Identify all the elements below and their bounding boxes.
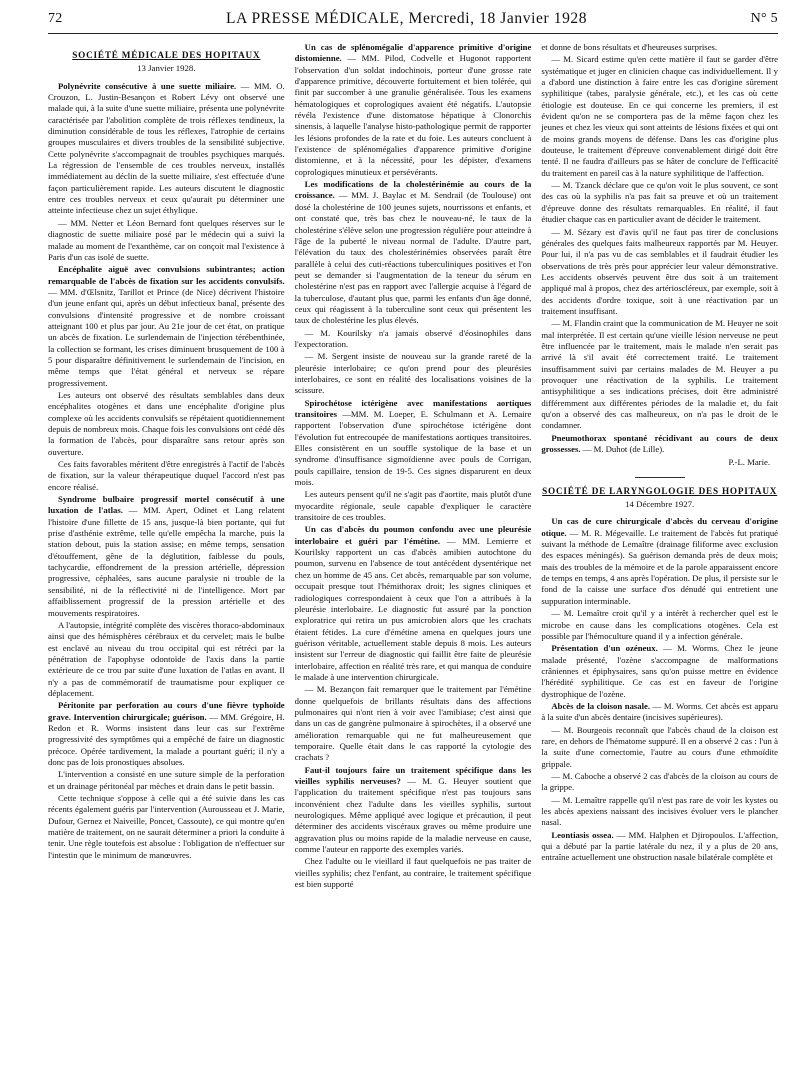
section-title: Leontiasis ossea. xyxy=(551,829,614,840)
section-paragraph: — M. Bezançon fait remarquer que le traitement par l'émétine donne quelquefois de brillants résultats dans des affections pulmonaires qui n'ont rien à voir avec l'amibiase; c'est ainsi que dans un cas de gangrène pulmonaire à spirochètes, il a observé une amélioration remarquable qui ne fut malheureusement que temporaire. Quelle était dans le cas rapporté la cytologie des crachats ? xyxy=(294,684,532,763)
section-title: Polynévrite consécutive à une suette miliaire. xyxy=(58,80,237,91)
section-paragraph: — M. Caboche a observé 2 cas d'abcès de la cloison au cours de la grippe. xyxy=(541,770,779,793)
header-rule xyxy=(48,33,778,34)
section-text: — M. Worms. Chez le jeune malade présenté, l'ozène s'accompagne de malformations crâniennes et épiphysaires, sans qu'on puisse mettre en évidence l'hérédité syphilitique. Ce cas est en faveur de l'origine dystrophique de l'ozène. xyxy=(541,643,779,699)
society-heading: SOCIÉTÉ MÉDICALE DES HOPITAUX xyxy=(72,50,261,60)
section-title: Péritonite par perforation au cours d'une fièvre typhoïde grave. Intervention chirurgicale; guérison. xyxy=(48,700,285,722)
section-title: Présentation d'un ozéneux. xyxy=(551,643,658,654)
continued-paragraph: — M. Sézary est d'avis qu'il ne faut pas tirer de conclusions générales des quelques faits malheureux rapportés par M. Heuyer. Pour lui, il n'a pas vu de cas semblables et il faudrait étudier les observations de très près pour apprécier leur valeur démonstrative. Les accidents observés peuvent être dus soit à un traitement appliqué mal à propos, chez des artérioscléreux, par exemple, soit à des accidents d'ordre toxique, soit à une réactivation par un traitement insuffisant. xyxy=(541,226,779,316)
section-first-paragraph xyxy=(295,524,532,683)
section-first-paragraph xyxy=(48,494,285,619)
section-paragraph: Les auteurs ont observé des résultats semblables dans deux encéphalites otogènes et dans une encéphalite d'origine plus complexe où les accidents convulsifs se répétaient quotidiennement depuis de nombreux mois. Chaque fois les convulsions ont cédé dès la formation de l'abcès, pour disparaître sans retour après son ouverture. xyxy=(48,389,285,457)
section-first-paragraph xyxy=(541,830,778,864)
section-first-paragraph xyxy=(48,264,285,389)
section-title: Encéphalite aiguë avec convulsions subintrantes; action remarquable de l'abcès de fixation sur les accidents convulsifs. xyxy=(48,264,285,286)
column-3 xyxy=(541,42,778,1078)
section-first-paragraph xyxy=(295,42,532,178)
section-paragraph: A l'autopsie, intégrité complète des viscères thoraco-abdominaux ainsi que des hémisphères cérébraux et du cervelet; mais le bulbe est enclavé au niveau du trou occipital qui est rétréci par la pénétration de l'apophyse odontoïde de l'axis dans la partie extérieure de ce trou par suite d'une luxation de l'atlas en avant. Il n'y a pas de commémoratif de traumatisme pour expliquer ce déplacement. xyxy=(48,619,285,698)
section-paragraph: Ces faits favorables méritent d'être enregistrés à l'actif de l'abcès de fixation, sur la valeur thérapeutique duquel l'accord n'est pas encore réalisé. xyxy=(48,459,285,492)
section-first-paragraph xyxy=(541,701,778,724)
section-title: Les modifications de la cholestérinémie au cours de la croissance. xyxy=(294,179,532,201)
section-text: — MM. Lemierre et Kourilsky rapportent un cas d'abcès amibien autochtone du poumon, survenu en l'absence de tout antécédent dysentérique net chez un homme de 45 ans. Cet abcès, remarquable par son volume, occupait presque tout l'hémithorax droit; les signes cliniques et radiologiques correspondaient à ceux que l'on a attribués à la pleurésie interlobaire. Le diagnostic fut assuré par la ponction exploratrice qui retira un pus amicrobien alors que les crachats étaient fétides. La cure d'émétine amena en quelques jours une guérison véritable, actuellement stable depuis 8 mois. Les auteurs insistent sur l'erreur de diagnostic qui faillit être faite de pleurésie interlobaire, affection en réalité très rare, et qui manqua de conduire le malade à une intervention chirurgicale. xyxy=(294,535,532,682)
section-first-paragraph xyxy=(541,516,778,607)
section-paragraph: — M. Bourgeois reconnaît que l'abcès chaud de la cloison est rare, en dehors de l'hématome suppuré. Il en a observé 2 cas : l'un à la suite d'une cornectomie, l'autre au cours d'une ethmoïdite grippale. xyxy=(541,724,779,769)
section-text: — M. R. Mégevaille. Le traitement de l'abcès fut pratiqué suivant la méthode de Lemaître (drainage filiforme avec exclusion des espaces méningés). Sa guérison demanda près de deux mois; mais des troubles de la mémoire et de la parole apparaissent encore de temps en temps, 4 ans après l'opération. De plus, il persiste sur le fond de la caisse une surface d'os dénudé qui entretient une suppuration interminable. xyxy=(541,527,779,606)
session-date: 14 Décembre 1927. xyxy=(625,499,695,510)
section-first-paragraph xyxy=(295,398,532,489)
section-text: — M. G. Heuyer soutient que l'application du traitement spécifique n'est pas toujours sans inconvénient chez l'adulte dans les vieilles syphilis, surtout neurologiques. Même appliqué avec logique et précaution, il peut déterminer des accidents viscéraux graves ou même produire une aggravation plus ou moins rapide de la maladie nerveuse en cause, comme l'auteur en rapporte des exemples variés. xyxy=(294,776,532,855)
section-text: —MM. M. Loeper, E. Schulmann et A. Lemaire rapportent l'observation d'une spirochétose ictérigène dont l'évolution fut entrecoupée de manifestations aortiques transitoires. Elles consistèrent en un souffle systolique de la base et un syndrome d'insuffisance sigmoïdienne avec pouls de Corrigan, pouls capillaire, tension de 19-5. Ces signes disparurent en deux mois. xyxy=(294,409,532,488)
session-date: 13 Janvier 1928. xyxy=(137,63,196,74)
section-paragraph: — M. Lemaître croit qu'il y a intérêt à rechercher quel est le microbe en cause dans les complications otogènes. Cela est possible par l'hémoculture quand il y a infection générale. xyxy=(541,608,779,641)
continued-paragraph: — M. Flandin craint que la communication de M. Heuyer ne soit mal interprétée. Il est certain qu'une vieille lésion nerveuse ne peut être influencée par le traitement, mais le malade n'en serait pas arrivé là s'il avait été correctement traité. Le traitement insuffisamment suivi par certains malades de M. Heuyer a pu provoquer une réactivation de la syphilis. Le traitement antisyphilitique a ses indications précises, doit être administré différemment aux différentes périodes de la maladie et, du fait qu'on a observé des cas malheureux, on n'a pas le droit de le condamner. xyxy=(541,318,779,431)
section-paragraph: — M. Sergent insiste de nouveau sur la grande rareté de la pleurésie interlobaire; ce qu'on prend pour des pleurésies interlobaires, ce sont en réalité des localisations voisines de la scissure. xyxy=(294,351,532,396)
section-title: Faut-il toujours faire un traitement spécifique dans les vieilles syphilis nerveuses? xyxy=(294,764,532,786)
section-first-paragraph xyxy=(541,433,778,456)
section-paragraph: — MM. Netter et Léon Bernard font quelques réserves sur le diagnostic de suette miliaire posé par le médecin qui a suivi la malade au moment de l'exanthème, car on conçoit mal l'existence à Paris d'un cas isolé de suette. xyxy=(48,217,285,262)
article-columns xyxy=(48,42,778,1078)
column-2 xyxy=(295,42,532,1078)
section-text: — MM. J. Baylac et M. Sendrail (de Toulouse) ont dosé la cholestérine de 100 jeunes sujets, nourrissons et enfants, et ont constaté que, très bas chez le nouveau-né, le taux de la cholestérine s'élève selon une progression régulière pour atteindre à l'âge de la puberté le niveau normal de l'adulte. D'autre part, l'élévation du taux des cholestérinémies observées paraît être parallèle à celui des cuti-réactions tuberculiniques positives et l'on peut se demander si l'augmentation de la teneur du sérum en cholestérine n'est pas en rapport avec l'allergie acquise à l'égard de la tuberculose, d'autant plus que, parmi les enfants d'un âge donné, ceux qui réagissent à la tuberculine sont ceux qui présentent les taux de cholestérine les plus élevés. xyxy=(294,190,532,326)
section-text: — MM. d'Œlsnitz, Tarillot et Prince (de Nice) décrivent l'histoire d'un jeune enfant qui, après un début infectieux banal, présente des convulsions d'intensité progressive et de nombre croissant atteignant 100 et plus par jour. Au 21e jour de cet état, on pratique un abcès de fixation. Le surlendemain de l'injection térébenthinée, la collection se formant, les crises diminuent brusquement de 100 à 5 pour disparaître définitivement le surlendemain de l'incision, en même temps que l'état général et nerveux se répare progressivement. xyxy=(48,286,285,388)
section-first-paragraph xyxy=(48,700,285,768)
section-title: Un cas de splénomégalie d'apparence primitive d'origine distomienne. xyxy=(294,42,532,64)
section-paragraph: Cette technique s'oppose à celle qui a été suivie dans les cas récents également guéris par l'intervention (Aurousseau et J. Marie, Dufour, Gernez et Naiveille, Poncet, Cassoute), ce qui montre qu'en matière de traitement, on ne saurait déterminer a priori la conduite à tenir. Une règle toutefois est absolue : l'obligation de n'effectuer sur l'intestin que le minimum de manœuvres. xyxy=(48,793,285,860)
section-title: Pneumothorax spontané récidivant au cours de deux grossesses. xyxy=(541,432,779,455)
section-paragraph: Chez l'adulte ou le vieillard il faut quelquefois ne pas traiter de vieilles syphilis; chez l'enfant, au contraire, le traitement spécifique est bien supporté xyxy=(294,856,532,890)
section-text: — MM. Halphen et Djiropoulos. L'affection, qui a débuté par la partie latérale du nez, il y a plus de 20 ans, entraîne actuellement une obstruction nasale bilatérale complète et xyxy=(541,829,779,863)
section-first-paragraph xyxy=(48,81,285,217)
section-paragraph: L'intervention a consisté en une suture simple de la perforation et un drainage péritonéal par mèches et drain dans le petit bassin. xyxy=(48,769,285,791)
continued-paragraph: et donne de bons résultats et d'heureuses surprises. xyxy=(541,42,718,52)
section-text: — M. Duhot (de Lille). xyxy=(582,444,665,455)
section-paragraph: — M. Kourilsky n'a jamais observé d'éosinophiles dans l'expectoration. xyxy=(294,327,532,349)
continued-paragraph: — M. Sicard estime qu'en cette matière il faut se garder d'être systématique et juger en clinicien chaque cas individuellement. Il y a d'abord une distinction à faire entre les cas d'origine sûrement syphilitique (tabes, paralysie générale, etc.), et les cas où cette étiologie est douteuse. En ce qui concerne les premiers, il est évident qu'on ne se comportera pas de la même façon chez les jeunes et chez les vieux qui sont atteints de lésions fixées et qui ont de moins grands moyens de défense. Dans les cas d'origine plus douteuse, le traitement d'épreuve convenablement dirigé doit être tenté. Il ne faudra d'ailleurs pas se hâter de conclure de l'efficacité du traitement en pareil cas à la nature syphilitique de l'affection. xyxy=(541,54,779,178)
section-text: — M. Worms. Cet abcès est apparu à la suite d'un abcès dentaire (incisives supérieures). xyxy=(541,700,779,723)
section-title: Un cas de cure chirurgicale d'abcès du cerveau d'origine otique. xyxy=(541,516,779,538)
section-text: — MM. Apert, Odinet et Lang relatent l'histoire d'une fillette de 15 ans, jusque-là bien portante, qui fut prise d'asthénie extrême, telle qu'elle empêcha la marche, puis la station debout, puis la station assise; en même temps, sensation d'étouffement, gêne de la déglutition, faiblesse du pouls, tachycardie, effondrement de la pression artérielle, dépression progressive, céphalées, sans aucune paralysie ni trouble de la sensibilité, ni de la réflectivité ni de l'intelligence. Mort par affaiblissement progressif de la pression artérielle et des mouvements respiratoires. xyxy=(48,505,285,618)
section-paragraph: — M. Lemaître rappelle qu'il n'est pas rare de voir les kystes ou les abcès apexiens naissant des incisives évoluer vers le plancher nasal. xyxy=(541,794,779,828)
section-separator xyxy=(635,477,685,478)
section-title: Abcès de la cloison nasale. xyxy=(551,700,651,711)
section-title: Spirochétose ictérigène avec manifestations aortiques transitoires xyxy=(294,397,532,419)
section-text: — MM. Pilod, Codvelle et Hugonot rapportent l'observation d'un soldat indochinois, porteur d'une grosse rate d'apparence primitive, découverte fortuitement et bien tolérée, qui finit par succomber à une granulie généralisée. Tous les examens hématologiques et coprologiques avaient été négatifs. L'autopsie révéla l'existence d'une distomatose hépatique à Clonorchis sinensis, à laquelle l'analyse histo-pathologique permit de rapporter les lésions profondes de la rate et du foie. Les auteurs concluent à l'existence de splénomégalies d'apparence primitive d'origine distomienne, et à la nécessité, pour les dépister, d'examens coprologiques minutieux et persévérants. xyxy=(294,53,532,177)
author-signature: P.-L. Marie. xyxy=(728,457,771,468)
section-text: — MM. O. Crouzon, L. Justin-Besançon et Robert Lévy ont observé une malade qui, à la suite d'une suette miliaire, présenta une polynévrite caractérisée par l'abolition complète de trois réflexes tendineux, la diminution considérable de tous les réflexes, l'atrophie de certains groupes musculaires et divers troubles de la sensibilité subjective. Cette polynévrite s'accompagnait de troubles psychiques marqués. La régression de l'ensemble de ces troubles nerveux, installés immédiatement au déclin de la suette miliaire, s'est effectuée d'une façon particulièrement rapide. Les auteurs discutent le diagnostic entre ces troubles nerveux et ceux qu'aurait pu déterminer une atteinte infectieuse chez un sujet éthylique. xyxy=(48,80,285,216)
issue-number: N° 5 xyxy=(750,11,778,26)
page-number: 72 xyxy=(48,11,63,26)
section-title: Un cas d'abcès du poumon confondu avec une pleurésie interlobaire et guéri par l'émétine. xyxy=(294,524,532,546)
section-text: — MM. Grégoire, H. Redon et R. Worms insistent dans leur cas sur l'extrême progressivité des symptômes qui a empêché de faire un diagnostic précoce. Opérée tardivement, la malade a pourtant guéri; il n'y a donc pas de lois pronostiques absolues. xyxy=(48,711,285,767)
section-first-paragraph xyxy=(295,765,532,856)
page-header xyxy=(48,6,778,32)
section-title: Syndrome bulbaire progressif mortel consécutif à une luxation de l'atlas. xyxy=(48,494,285,516)
section-first-paragraph xyxy=(295,179,532,326)
section-first-paragraph xyxy=(541,643,778,700)
column-1 xyxy=(48,42,285,1078)
continued-paragraph: — M. Tzanck déclare que ce qu'on voit le plus souvent, ce sont des cas où la syphilis n'a pas fait sa preuve et où un traitement d'épreuve donne des résultats remarquables. En réalité, il faut étudier chaque cas en particulier avant de décider le traitement. xyxy=(541,180,779,225)
section-paragraph: Les auteurs pensent qu'il ne s'agit pas d'aortite, mais plutôt d'une myocardite régionale, seule capable d'expliquer le caractère transitoire de ces troubles. xyxy=(294,489,532,523)
journal-title: LA PRESSE MÉDICALE, Mercredi, 18 Janvier 1928 xyxy=(226,10,588,27)
society-heading: SOCIÉTÉ DE LARYNGOLOGIE DES HOPITAUX xyxy=(542,485,778,496)
